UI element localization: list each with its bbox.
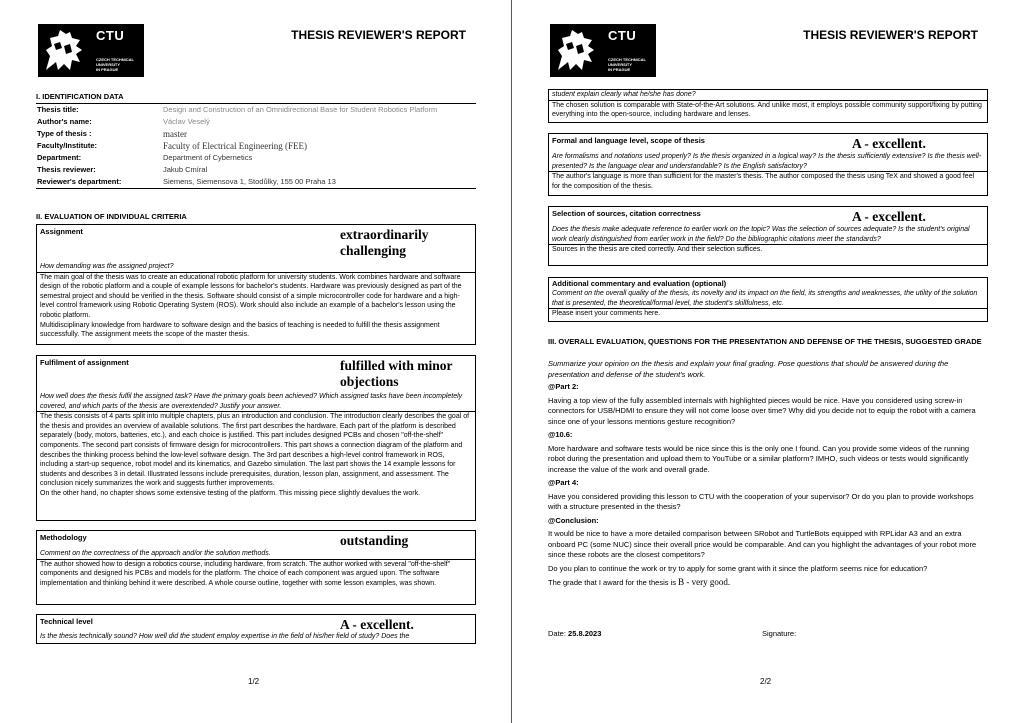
criterion-answer: Please insert your comments here. [549, 308, 987, 319]
date-value: 25.8.2023 [568, 629, 602, 638]
table-row [36, 116, 476, 128]
criterion-question: Are formalisms and notations used properly? Is the thesis organized in a logical way? Is the thesis sufficiently extensive? Is the thesis well-presented? Is the language clear and understandable? Is the English satisfactory? [552, 153, 982, 170]
final-grade: B - very good. [678, 577, 731, 587]
criterion-label: Technical level [40, 617, 93, 626]
row-label: Author's name: [37, 117, 92, 126]
thesis-title-value: Design and Construction of an Omnidirectional Base for Student Robotics Platform [163, 105, 438, 114]
section-106-heading: @10.6: [548, 430, 573, 439]
page-number: 1/2 [248, 677, 260, 686]
criterion-question: Comment on the overall quality of the thesis, its novelty and its impact on the field, its strengths and weaknesses, the utility of the solution that is presented, the theoretical/formal level, the student's skillfulness, etc. [552, 290, 978, 307]
criterion-grade: A - excellent. [852, 209, 926, 224]
criterion-question: student explain clearly what he/she has done? [549, 90, 987, 101]
final-grade-line [548, 577, 988, 589]
signature-label: Signature: [762, 629, 797, 638]
logo-text: CTU [608, 28, 637, 43]
conclusion-text: It would be nice to have a more detailed comparison between SRobot and TurtleBots equipped with RPLidar A3 and an extra onboard PC (some NUC) since their overall price would be comparable. And can you highlight the advantages of your robot more since these robots are the closest competitors? [548, 529, 977, 559]
table-row [36, 104, 476, 117]
date-line [548, 629, 748, 640]
criterion-label: Assignment [40, 227, 83, 236]
criterion-question: Does the thesis make adequate reference to earlier work on the topic? Was the selection of sources adequate? Is the student's original work clearly distinguished from earlier work in the field? Do the bibliographic citations meet the standards? [552, 226, 970, 243]
faculty-value: Faculty of Electrical Engineering (FEE) [163, 141, 307, 151]
criterion-grade: A - excellent. [852, 136, 926, 151]
table-row [36, 164, 476, 176]
conclusion-heading: @Conclusion: [548, 515, 599, 525]
report-page-2 [512, 0, 1024, 723]
criterion-grade: fulfilled with minor objections [340, 358, 453, 389]
technical-continued-box [548, 89, 988, 123]
evaluation-heading: II. EVALUATION OF INDIVIDUAL CRITERIA [36, 212, 187, 221]
part2-text: Having a top view of the fully assembled internals with highlighted pieces would be nice. Have you considered using screw-in connectors for USB/HDMI to ensure they will not come loose over time? Why did you decide not to equip the robot with a camera since one of your lessons mentions gesture recognition? [548, 395, 976, 426]
logo-subtext: CZECH TECHNICAL UNIVERSITY IN PRAGUE [608, 57, 646, 72]
criterion-answer: The author's language is more than sufficient for the master's thesis. The author composed the thesis using TeX and showed a good feel for the composition of the thesis. [549, 171, 987, 191]
table-row [36, 140, 476, 152]
lion-emblem-icon [552, 26, 604, 75]
report-title: THESIS REVIEWER'S REPORT [291, 28, 466, 42]
reviewer-value: Jakub Cmíral [163, 165, 208, 174]
overall-instructions: Summarize your opinion on the thesis and explain your final grading. Pose questions that should be answered during the presentation and defense of the student's work. [548, 359, 949, 379]
ctu-logo [38, 24, 144, 77]
criterion-grade: outstanding [340, 533, 409, 548]
criterion-label: Additional commentary and evaluation (optional) [552, 279, 727, 288]
lion-emblem-icon [40, 26, 92, 75]
methodology-box [36, 530, 476, 605]
part4-heading: @Part 4: [548, 478, 579, 487]
criterion-question: Comment on the correctness of the approach and/or the solution methods. [40, 550, 271, 557]
department-value: Department of Cybernetics [163, 153, 253, 162]
sources-box [548, 206, 988, 266]
criterion-answer: Sources in the thesis are cited correctly. And their selection suffices. [549, 244, 987, 255]
part2-heading: @Part 2: [548, 382, 579, 391]
criterion-answer: The author showed how to design a robotics course, including hardware, from scratch. The author worked with several "off-the-shelf" components and designed his PCBs and models for the platform. The choice of each component was argued upon. The software implementation and thinking behind it were described. A whole course outline, together with some lesson examples, was shown. [37, 559, 475, 589]
identification-heading: I. IDENTIFICATION DATA [36, 92, 124, 101]
thesis-type-value: master [163, 129, 187, 139]
logo-subtext: CZECH TECHNICAL UNIVERSITY IN PRAGUE [96, 57, 134, 72]
table-row [36, 128, 476, 140]
author-name-value: Václav Veselý [163, 117, 210, 126]
technical-box [36, 614, 476, 644]
criterion-question: How well does the thesis fulfil the assigned task? Have the primary goals been achieved? Which assigned tasks have been incompletely covered, and which parts of the thesis are overextended? Justify your answer. [40, 393, 463, 410]
formal-box [548, 133, 988, 196]
criterion-label: Methodology [40, 533, 87, 542]
identification-table [36, 103, 476, 189]
criterion-label: Fulfilment of assignment [40, 358, 129, 367]
criterion-question: Is the thesis technically sound? How well did the student employ expertise in the field of his/her field of study? Does the [40, 633, 410, 640]
row-label: Faculty/Institute: [37, 141, 98, 150]
page-number: 2/2 [760, 677, 772, 686]
additional-box [548, 277, 988, 322]
row-label: Thesis title: [37, 105, 79, 114]
criterion-answer: The main goal of the thesis was to create an educational robotic platform for university students. Work combines hardware and software design of the robotic platform and a couple of example lessons for bachelor's students. Hardware was previously designed as part of the semestral project and should be verified in the thesis. Software should consist of a simple microcontroller code for hardware and a high-level control framework using Robotic Operating System (ROS). Work should also include an example of a bachelor's lesson using the robotic platform. Multidisciplinary knowledge from hardware to software design and the basics of teaching is needed to fulfill the thesis assignment successfully. The assignment meets the scope of the master thesis. [37, 272, 475, 340]
overall-heading: III. OVERALL EVALUATION, QUESTIONS FOR THE PRESENTATION AND DEFENSE OF THE THESIS, SUGGESTED GRADE [548, 337, 982, 346]
criterion-label: Formal and language level, scope of thesis [552, 136, 705, 145]
row-label: Thesis reviewer: [37, 165, 96, 174]
date-label: Date: [548, 629, 566, 638]
fulfilment-box [36, 355, 476, 521]
continue-text: Do you plan to continue the work or try to apply for some grant with it since the platform seems nice for education? [548, 563, 928, 573]
row-label: Reviewer's department: [37, 177, 122, 186]
criterion-grade: extraordinarily challenging [340, 227, 429, 258]
grade-prefix: The grade that I award for the thesis is [548, 578, 676, 587]
table-row [36, 152, 476, 164]
overall-body [548, 382, 988, 589]
row-label: Type of thesis : [37, 129, 92, 138]
part4-text: Have you considered providing this lesson to CTU with the cooperation of your supervisor? Or do you plan to provide workshops with a structure presented in the thesis? [548, 491, 974, 511]
report-title: THESIS REVIEWER'S REPORT [803, 28, 978, 42]
criterion-label: Selection of sources, citation correctness [552, 209, 701, 218]
criterion-question: How demanding was the assigned project? [40, 263, 174, 270]
logo-text: CTU [96, 28, 125, 43]
row-label: Department: [37, 153, 82, 162]
ctu-logo [550, 24, 656, 77]
assignment-box [36, 224, 476, 345]
criterion-answer: The thesis consists of 4 parts split into multiple chapters, plus an introduction and conclusion. The introduction clearly describes the goal of the thesis and provides an overview of available solutions. The first part describes the hardware. Each part of the platform is described separately (body, motors, batteries, etc.), and each choice is justified. This part includes designed PCBs and chosen "off-the-shelf" components. The second part consists of firmware design for microcontrollers. This part shows a connection diagram of the platform and describes the thinking process behind the low-level software design. The 3rd part describes a high-level control framework in ROS, including a start-up sequence, robot model and its kinematics, and Gazebo simulation. The last part shows the 14 example lessons for students and describes 3 in detail. Illustrated lessons include prerequisites, duration, lesson plan, assignment, and assessment. The conclusion nicely summarizes the work and suggests further improvements. On the other hand, no chapter shows some extensive testing of the platform. This missing piece slightly devalues the work. [37, 411, 475, 498]
table-row [36, 176, 476, 189]
criterion-grade: A - excellent. [340, 617, 414, 632]
criterion-answer: The chosen solution is comparable with State-of-the-Art solutions. And unlike most, it employs possible community support/fixing by putting everything into the open-source, including hardware and lenses. [552, 101, 982, 119]
reviewer-department-value: Siemens, Siemensova 1, Stodůlky, 155 00 Praha 13 [163, 177, 336, 186]
section-106-text: More hardware and software tests would be nice since this is the only one I found. Can you provide some videos of the running robot during the presentation and upload them to YouTube or a similar platform? IMHO, such videos or tests would significantly increase the value of the work and overall grade. [548, 443, 970, 474]
